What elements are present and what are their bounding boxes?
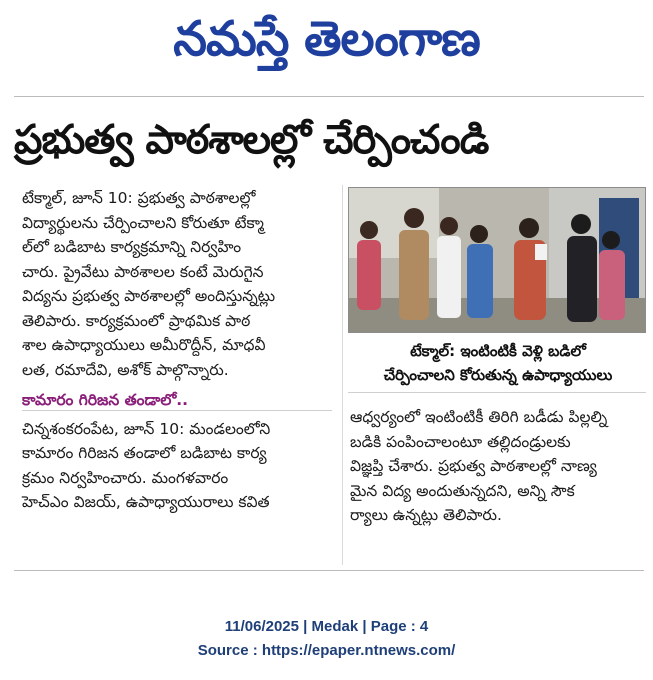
text-line: విద్యార్థులను చేర్పించాలని కోరుతూ టేక్మా bbox=[22, 213, 264, 232]
text-line: శాల ఉపాధ్యాయులు అమీరొద్దీన్, మాధవీ bbox=[22, 336, 266, 354]
caption-divider bbox=[348, 392, 646, 393]
teachers-photo-illustration bbox=[349, 188, 646, 333]
subheading-divider bbox=[22, 410, 332, 411]
text-line: ల్‌లో బడిబాట కార్యక్రమాన్ని నిర్వహిం bbox=[22, 238, 242, 256]
text-line: విద్యను ప్రభుత్వ పాఠశాలల్లో అందిస్తున్నట్లు bbox=[22, 287, 276, 305]
text-line: చిన్నశంకరంపేట, జూన్ 10: మండలంలోని bbox=[22, 419, 271, 438]
column-divider bbox=[342, 185, 343, 565]
text-line: ఆధ్వర్యంలో ఇంటింటికీ తిరిగి బడీడు పిల్లల్ని bbox=[350, 408, 608, 426]
text-line: హెచ్‌ఎం విజయ్, ఉపాధ్యాయురాలు కవిత bbox=[22, 493, 270, 511]
text-line: బడికి పంపించాలంటూ తల్లిదండ్రులకు bbox=[350, 432, 571, 451]
text-line: కామారం గిరిజన తండాలో బడిబాట కార్య bbox=[22, 444, 267, 462]
top-divider bbox=[14, 96, 644, 97]
footer-date-line: 11/06/2025 | Medak | Page : 4 bbox=[224, 618, 429, 635]
caption-line: టేక్మాల్: ఇంటింటికీ వెళ్లి బడిలో bbox=[410, 342, 586, 360]
article-body-left bbox=[22, 186, 340, 515]
text-line: చారు. ప్రైవేటు పాఠశాలల కంటే మెరుగైన bbox=[22, 262, 264, 281]
photo-caption bbox=[350, 339, 646, 387]
headline: ప్రభుత్వ పాఠశాలల్లో చేర్పించండి bbox=[14, 117, 489, 163]
news-photo bbox=[348, 187, 646, 333]
subheading: కామారం గిరిజన తండాలో.. bbox=[22, 391, 189, 409]
text-line: లత, రమాదేవి, అశోక్ పాల్గొన్నారు. bbox=[22, 360, 229, 379]
text-line: మైన విద్య అందుతున్నదని, అన్ని సౌక bbox=[350, 481, 575, 500]
text-line: విజ్ఞప్తి చేశారు. ప్రభుత్వ పాఠశాలల్లో నాణ్య bbox=[350, 457, 597, 475]
text-line: తెలిపారు. కార్యక్రమంలో ప్రాథమిక పాఠ bbox=[22, 311, 251, 330]
footer-source-line: Source : https://epaper.ntnews.com/ bbox=[197, 642, 456, 659]
masthead-logo: నమస్తే తెలంగాణ bbox=[173, 11, 480, 67]
text-line: ర్యాలు ఉన్నట్లు తెలిపారు. bbox=[350, 506, 502, 524]
bottom-divider bbox=[14, 570, 644, 571]
text-line: టేక్మాల్, జూన్ 10: ప్రభుత్వ పాఠశాలల్లో bbox=[22, 189, 256, 207]
text-line: క్రమం నిర్వహించారు. మంగళవారం bbox=[22, 468, 229, 487]
article-body-right bbox=[350, 405, 646, 528]
caption-line: చేర్పించాలని కోరుతున్న ఉపాధ్యాయులు bbox=[383, 366, 613, 384]
